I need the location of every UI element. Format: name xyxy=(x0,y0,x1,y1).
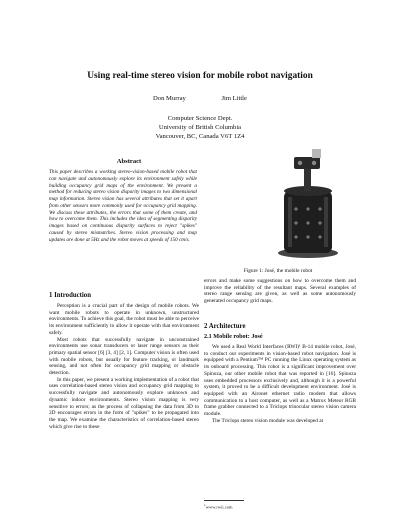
paragraph: The Triclops stereo vision module was developed at xyxy=(212,417,324,424)
right-column-continuation xyxy=(204,278,356,305)
affiliation xyxy=(0,114,400,141)
footnote xyxy=(204,503,232,510)
paragraph: Perception is a crucial part of the design of mobile robots. We want mobile robots to operate in unknown, unstructured environments. To achieve this goal, the robot must be able to perceive its environment sufficiently to allow it operate with that environment safely. xyxy=(49,303,199,336)
section-2-heading: 2 Architecture xyxy=(204,323,246,330)
section-1-body xyxy=(49,303,199,430)
robot-photo xyxy=(270,149,345,259)
section-2-body xyxy=(204,344,356,424)
paragraph: In this paper, we present a working implementation of a robot that uses correlation-based stereo vision and occupancy grid mapping to successfully navigate and autonomously explore unknown and dynamic indoor environments. Stereo vision mapping is very sensitive to errors; as the process of collapsing the data from 3D to 2D encourages errors in the form of "spikes" to be propagated into the map. We examine the characteristics of correlation-based stereo which give rise to these xyxy=(49,376,199,430)
footnote-rule xyxy=(204,500,244,501)
paper-title: Using real-time stereo vision for mobile robot navigation xyxy=(87,71,313,81)
figure-caption: Figure 1: José, the mobile robot xyxy=(243,268,313,274)
subsection-2-1-heading: 2.1 Mobile robot: José xyxy=(204,333,263,340)
affiliation-city: Vancouver, BC, Canada V6T 1Z4 xyxy=(155,133,245,140)
affiliation-univ: University of British Columbia xyxy=(158,124,242,131)
affiliation-dept: Computer Science Dept. xyxy=(167,115,233,122)
author-name: Don Murray xyxy=(153,95,186,102)
abstract-text: This paper describes a working stereo-vision-based mobile robot that can navigate and autonomously explore its environment safely while building occupancy grid maps of the environment. We present a method for reducing stereo vision disparity images to two dimensional map information. Stereo vision has several attributes that set it apart from other sensors more commonly used for occupancy grid mapping. We discuss these attributes, the errors that some of them create, and how to overcome them. This includes the idea of segmenting disparity images based on continuous disparity surfaces to reject "spikes" caused by stereo mismatches. Stereo vision processing and map updates are done at 5Hz and the robot moves at speeds of 150 cm/s. xyxy=(49,169,197,243)
footnote-text: www.rwii.com xyxy=(205,504,233,510)
author-list xyxy=(0,95,400,102)
section-1-heading: 1 Introduction xyxy=(49,292,91,299)
author-name: Jim Little xyxy=(221,95,247,102)
paragraph: errors and make some suggestions on how to overcome them and improve the reliability of the resultant maps. Several examples of stereo range sensing are given, as well as some autonomously generated occupancy grid maps. xyxy=(204,278,356,305)
abstract-heading: Abstract xyxy=(116,158,142,165)
footnote-mark: 1 xyxy=(204,503,206,507)
paragraph: Most robots that successfully navigate in unconstrained environments use sonar transducers or laser range sensors as their primary spatial sensor [6] [3, 4] [2, 1]. Computer vision is often used with mobile robots, but usually for feature tracking, or landmark sensing, and not often for occupancy grid mapping or obstacle detection. xyxy=(49,336,199,377)
paragraph: We used a Real World Interfaces (RWI)¹ B-14 mobile robot, José, to conduct our experiments in vision-based robot navigation. José is equipped with a Pentium™ PC running the Linux operating system as its onboard processing. This robot is a significant improvement over Spinoza, our other mobile robot that was reported in [16]. Spinoza uses embedded processors exclusively and, although it is a powerful system, it proved to be a difficult development environment. José is equipped with an Aironet ethernet radio modem that allows communication to a host computer, as well as a Matrox Meteor RGB frame grabber connected to a Triclops trinocular stereo vision camera module. xyxy=(204,344,356,418)
